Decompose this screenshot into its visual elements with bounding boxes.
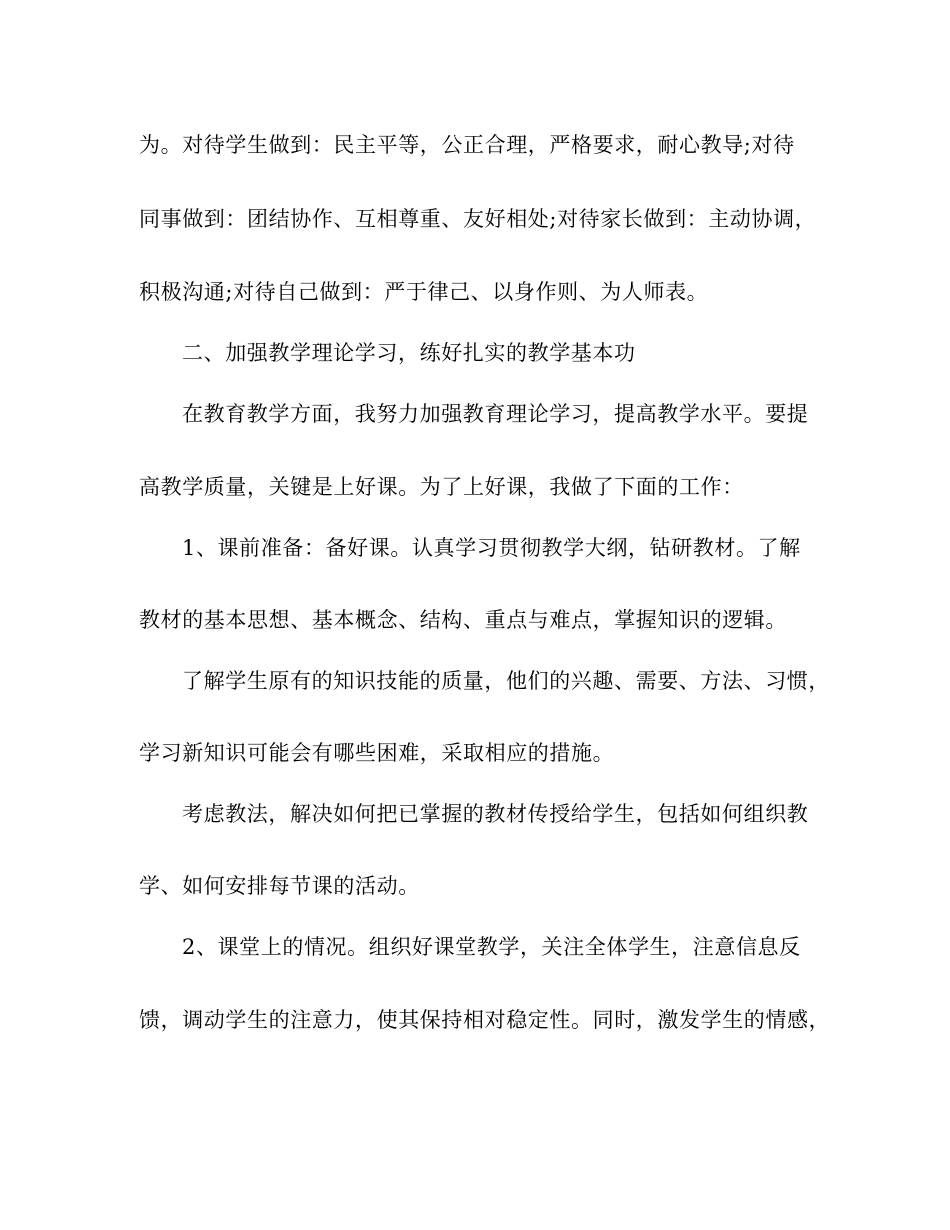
text-line: 为。对待学生做到：民主平等，公正合理，严格要求，耐心教导;对待 — [139, 133, 795, 157]
text-line: 积极沟通;对待自己做到：严于律己、以身作则、为人师表。 — [139, 280, 709, 304]
text-line: 学、如何安排每节课的活动。 — [139, 874, 420, 898]
text-line: 在教育教学方面，我努力加强教育理论学习，提高教学水平。要提 — [182, 402, 809, 426]
text-line: 了解学生原有的知识技能的质量，他们的兴趣、需要、方法、习惯， — [182, 669, 830, 693]
text-line: 考虑教法，解决如何把已掌握的教材传授给学生，包括如何组织教 — [182, 802, 809, 826]
text-line: 高教学质量，关键是上好课。为了上好课，我做了下面的工作： — [139, 475, 744, 499]
section-heading: 二、加强教学理论学习，练好扎实的教学基本功 — [182, 341, 636, 365]
text-line: 1、课前准备：备好课。认真学习贯彻教学大纲，钻研教材。了解 — [182, 536, 801, 560]
text-line: 同事做到：团结协作、互相尊重、友好相处;对待家长做到：主动协调， — [139, 207, 817, 231]
text-line: 2、课堂上的情况。组织好课堂教学，关注全体学生，注意信息反 — [182, 935, 801, 959]
text-line: 学习新知识可能会有哪些困难，采取相应的措施。 — [139, 741, 615, 765]
text-line: 教材的基本思想、基本概念、结构、重点与难点，掌握知识的逻辑。 — [139, 608, 787, 632]
text-line: 馈，调动学生的注意力，使其保持相对稳定性。同时，激发学生的情感， — [139, 1008, 831, 1032]
